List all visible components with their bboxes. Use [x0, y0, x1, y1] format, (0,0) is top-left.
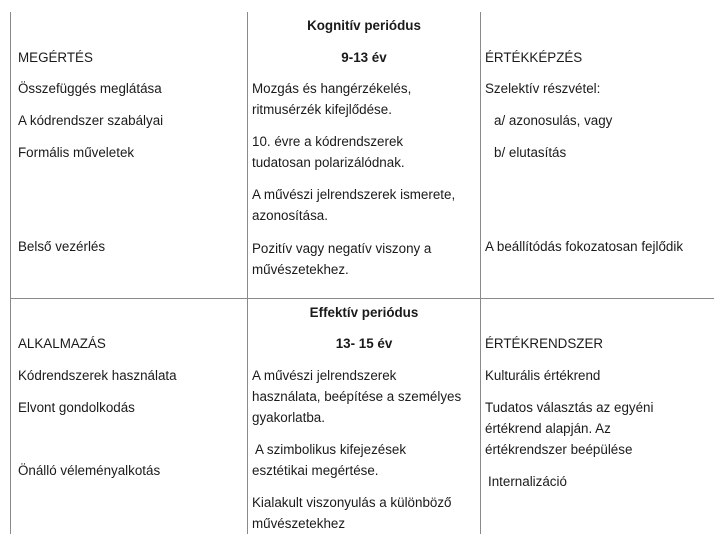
section2-right-heading: ÉRTÉKRENDSZER: [485, 336, 604, 351]
section2-title: Effektív periódus: [309, 305, 419, 320]
section2-middle-line: A művészi jelrendszerek: [252, 368, 397, 383]
table-row-divider: [10, 298, 714, 299]
section1-age: 9-13 év: [341, 50, 387, 65]
section2-middle-line: A szimbolikus kifejezések: [255, 442, 407, 457]
section1-left-heading: MEGÉRTÉS: [18, 50, 93, 65]
section1-middle-line: ritmusérzék kifejlődése.: [252, 102, 392, 117]
section2-left-item: Kódrendszerek használata: [18, 368, 177, 383]
section1-middle-line: művészetekhez.: [252, 262, 349, 277]
table-divider-1: [247, 12, 248, 534]
section1-left-footer: Belső vezérlés: [18, 239, 106, 254]
section1-middle-line: Mozgás és hangérzékelés,: [252, 81, 412, 96]
section1-right-heading: ÉRTÉKKÉPZÉS: [485, 50, 583, 65]
section2-right-item: Tudatos választás az egyéni: [485, 400, 654, 415]
section1-left-item: A kódrendszer szabályai: [18, 113, 164, 128]
section1-right-footer: A beállítódás fokozatosan fejlődik: [485, 239, 684, 254]
section2-left-item: Önálló véleményalkotás: [18, 463, 161, 478]
section1-middle-line: azonosítása.: [252, 208, 328, 223]
section2-middle-line: használata, beépítése a személyes: [252, 389, 462, 404]
table-divider-2: [480, 12, 481, 534]
section1-middle-line: A művészi jelrendszerek ismerete,: [252, 187, 456, 202]
section1-right-item: Szelektív részvétel:: [485, 81, 601, 96]
section2-middle-line: esztétikai megértése.: [252, 463, 379, 478]
section1-right-item: b/ elutasítás: [494, 145, 567, 160]
section2-middle-line: művészetekhez: [252, 516, 346, 531]
section1-middle-line: Pozitív vagy negatív viszony a: [252, 241, 432, 256]
section1-middle-line: 10. évre a kódrendszerek: [252, 134, 404, 149]
section2-left-item: Elvont gondolkodás: [18, 400, 135, 415]
section2-middle-line: gyakorlatba.: [252, 410, 325, 425]
table-border-left: [10, 12, 11, 534]
section1-left-item: Összefüggés meglátása: [18, 81, 162, 96]
section2-right-item: értékrendszer beépülése: [485, 442, 633, 457]
section1-right-item: a/ azonosulás, vagy: [494, 113, 613, 128]
section2-middle-line: Kialakult viszonyulás a különböző: [252, 495, 452, 510]
section2-age: 13- 15 év: [335, 336, 393, 351]
section1-middle-line: tudatosan polarizálódnak.: [252, 155, 405, 170]
section2-left-heading: ALKALMAZÁS: [18, 336, 106, 351]
section2-right-item: Kulturális értékrend: [485, 368, 601, 383]
section1-left-item: Formális műveletek: [18, 145, 135, 160]
section2-right-item: Internalizáció: [488, 474, 567, 489]
section1-title: Kognitív periódus: [307, 18, 421, 33]
section2-right-item: értékrend alapján. Az: [485, 421, 611, 436]
